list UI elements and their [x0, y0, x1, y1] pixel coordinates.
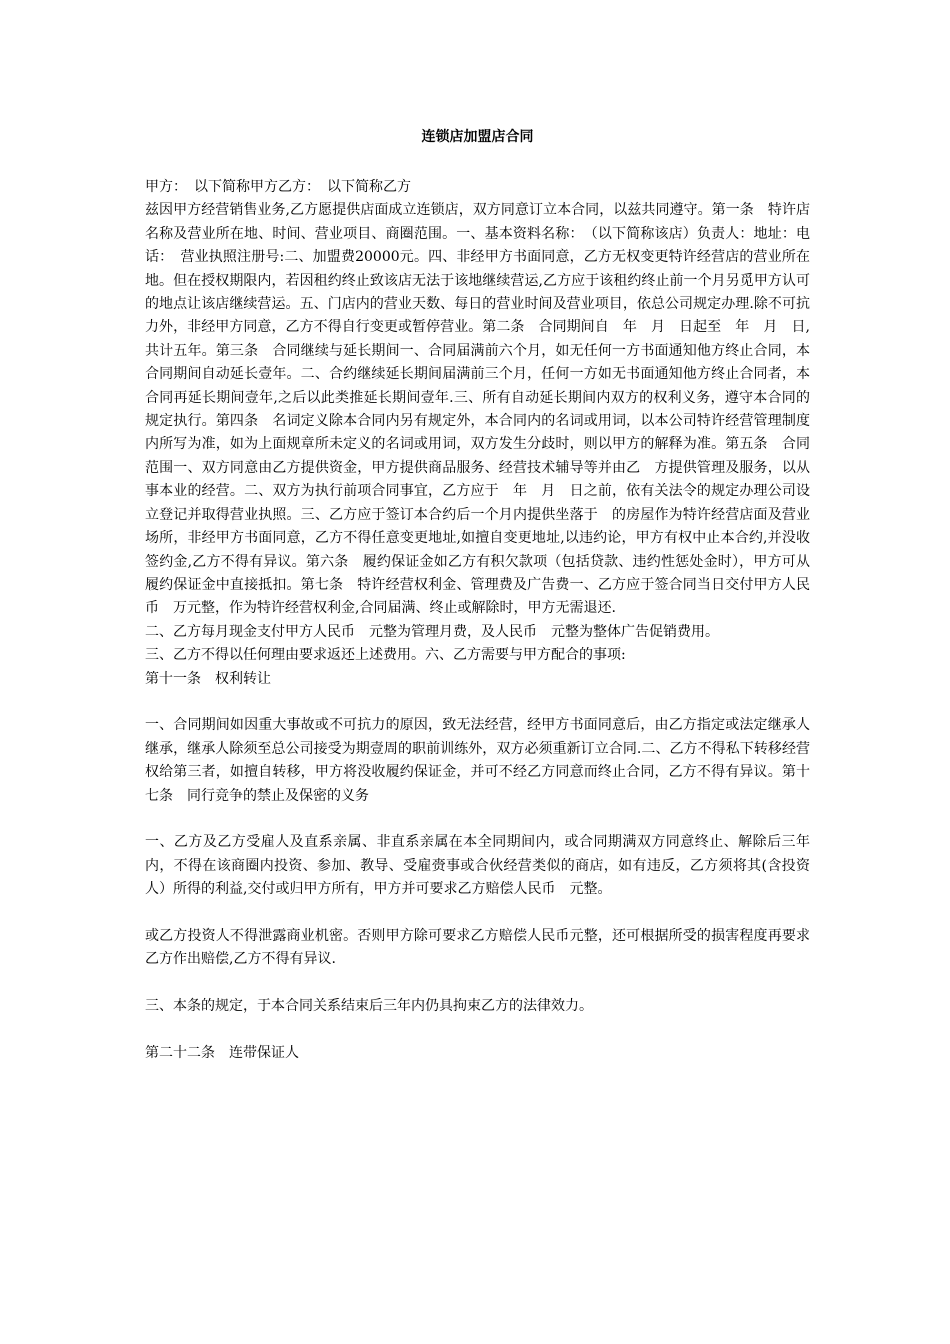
paragraph-rights-transfer: 一、合同期间如因重大事故或不可抗力的原因，致无法经营，经甲方书面同意后，由乙方指定或法定继承人继承，继承人除须至总公司接受为期壹周的职前训练外，双方必须重新订立合同.二、乙方不得私下转移经营权给第三者，如擅自转移，甲方将没收履约保证金，并可不经乙方同意而终止合同，乙方不得有异议。第十七条 同行竞争的禁止及保密的义务 — [145, 717, 810, 804]
paragraph-confidentiality: 或乙方投资人不得泄露商业机密。否则甲方除可要求乙方赔偿人民币元整，还可根据所受的损害程度再要求乙方作出赔偿,乙方不得有异议. — [145, 927, 810, 968]
article-22-heading: 第二十二条 连带保证人 — [145, 1044, 299, 1061]
blank-line — [145, 691, 810, 714]
paragraph-no-refund: 三、乙方不得以任何理由要求返还上述费用。六、乙方需要与甲方配合的事项: — [145, 647, 626, 664]
document-title: 连锁店加盟店合同 — [421, 129, 534, 145]
blank-line — [145, 808, 810, 831]
paragraph-non-compete: 一、乙方及乙方受雇人及直系亲属、非直系亲属在本全同期间内，或合同期满双方同意终止、解除后三年内，不得在该商圈内投资、参加、教导、受雇赍事或合伙经营类似的商店，如有违反，乙方须将其(含投资人）所得的利益,交付或归甲方所有，甲方并可要求乙方赔偿人民币 元整。 — [145, 834, 810, 898]
blank-line — [145, 1019, 810, 1042]
blank-line — [145, 902, 810, 925]
paragraph-binding-effect: 三、本条的规定，于本合同关系结束后三年内仍具拘束乙方的法律效力。 — [145, 998, 593, 1015]
paragraph-management-fee: 二、乙方每月现金支付甲方人民币 元整为管理月费，及人民币 元整为整体广告促销费用。 — [145, 623, 719, 640]
blank-line — [145, 972, 810, 995]
document-body — [145, 176, 810, 1065]
paragraph-main-clauses: 兹因甲方经营销售业务,乙方愿提供店面成立连锁店，双方同意订立本合同，以兹共同遵守。第一条 特许店名称及营业所在地、时间、营业项目、商圈范围。一、基本资料名称： （以下简称该店）负责人：地址：电话： 营业执照注册号:二、加盟费20000元。四、非经甲方书面同意，乙方无权变更特许经营店的营业所在地。但在授权期限内，若因租约终止致该店无法于该地继续营运,乙方应于该租约终止前一个月另觅甲方认可的地点让该店继续营运。五、门店内的营业天数、每日的营业时间及营业项目，依总公司规定办理.除不可抗力外，非经甲方同意，乙方不得自行变更或暂停营业。第二条 合同期间自 年 月 日起至 年 月 日,共计五年。第三条 合同继续与延长期间一、合同届满前六个月，如无任何一方书面通知他方终止合同，本合同期间自动延长壹年。二、合约继续延长期间届满前三个月，任何一方如无书面通知他方终止合同者，本合同再延长期间壹年,之后以此类推延长期间壹年.三、所有自动延长期间内双方的权利义务，遵守本合同的规定执行。第四条 名词定义除本合同内另有规定外，本合同内的名词或用词，以本公司特许经营管理制度内所写为准，如为上面规章所未定义的名词或用词，双方发生分歧时，则以甲方的解释为准。第五条 合同范围一、双方同意由乙方提供资金，甲方提供商品服务、经营技术辅导等并由乙 方提供管理及服务，以从事本业的经营。二、双方为执行前项合同事宜，乙方应于 年 月 日之前，依有关法令的规定办理公司设立登记并取得营业执照。三、乙方应于签订本合约后一个月内提供坐落于 的房屋作为特许经营店面及营业场所，非经甲方书面同意，乙方不得任意变更地址,如擅自变更地址,以违约论，甲方有权中止本合约,并没收签约金,乙方不得有异议。第六条 履约保证金如乙方有积欠款项（包括贷款、违约性惩处金时），甲方可从履约保证金中直接抵扣。第七条 特许经营权利金、管理费及广告费一、乙方应于签合同当日交付甲方人民币 万元整，作为特许经营权利金,合同届满、终止或解除时，甲方无需退还. — [145, 202, 810, 617]
paragraph-parties: 甲方： 以下简称甲方乙方： 以下简称乙方 — [145, 179, 411, 195]
article-11-heading: 第十一条 权利转让 — [145, 670, 271, 687]
